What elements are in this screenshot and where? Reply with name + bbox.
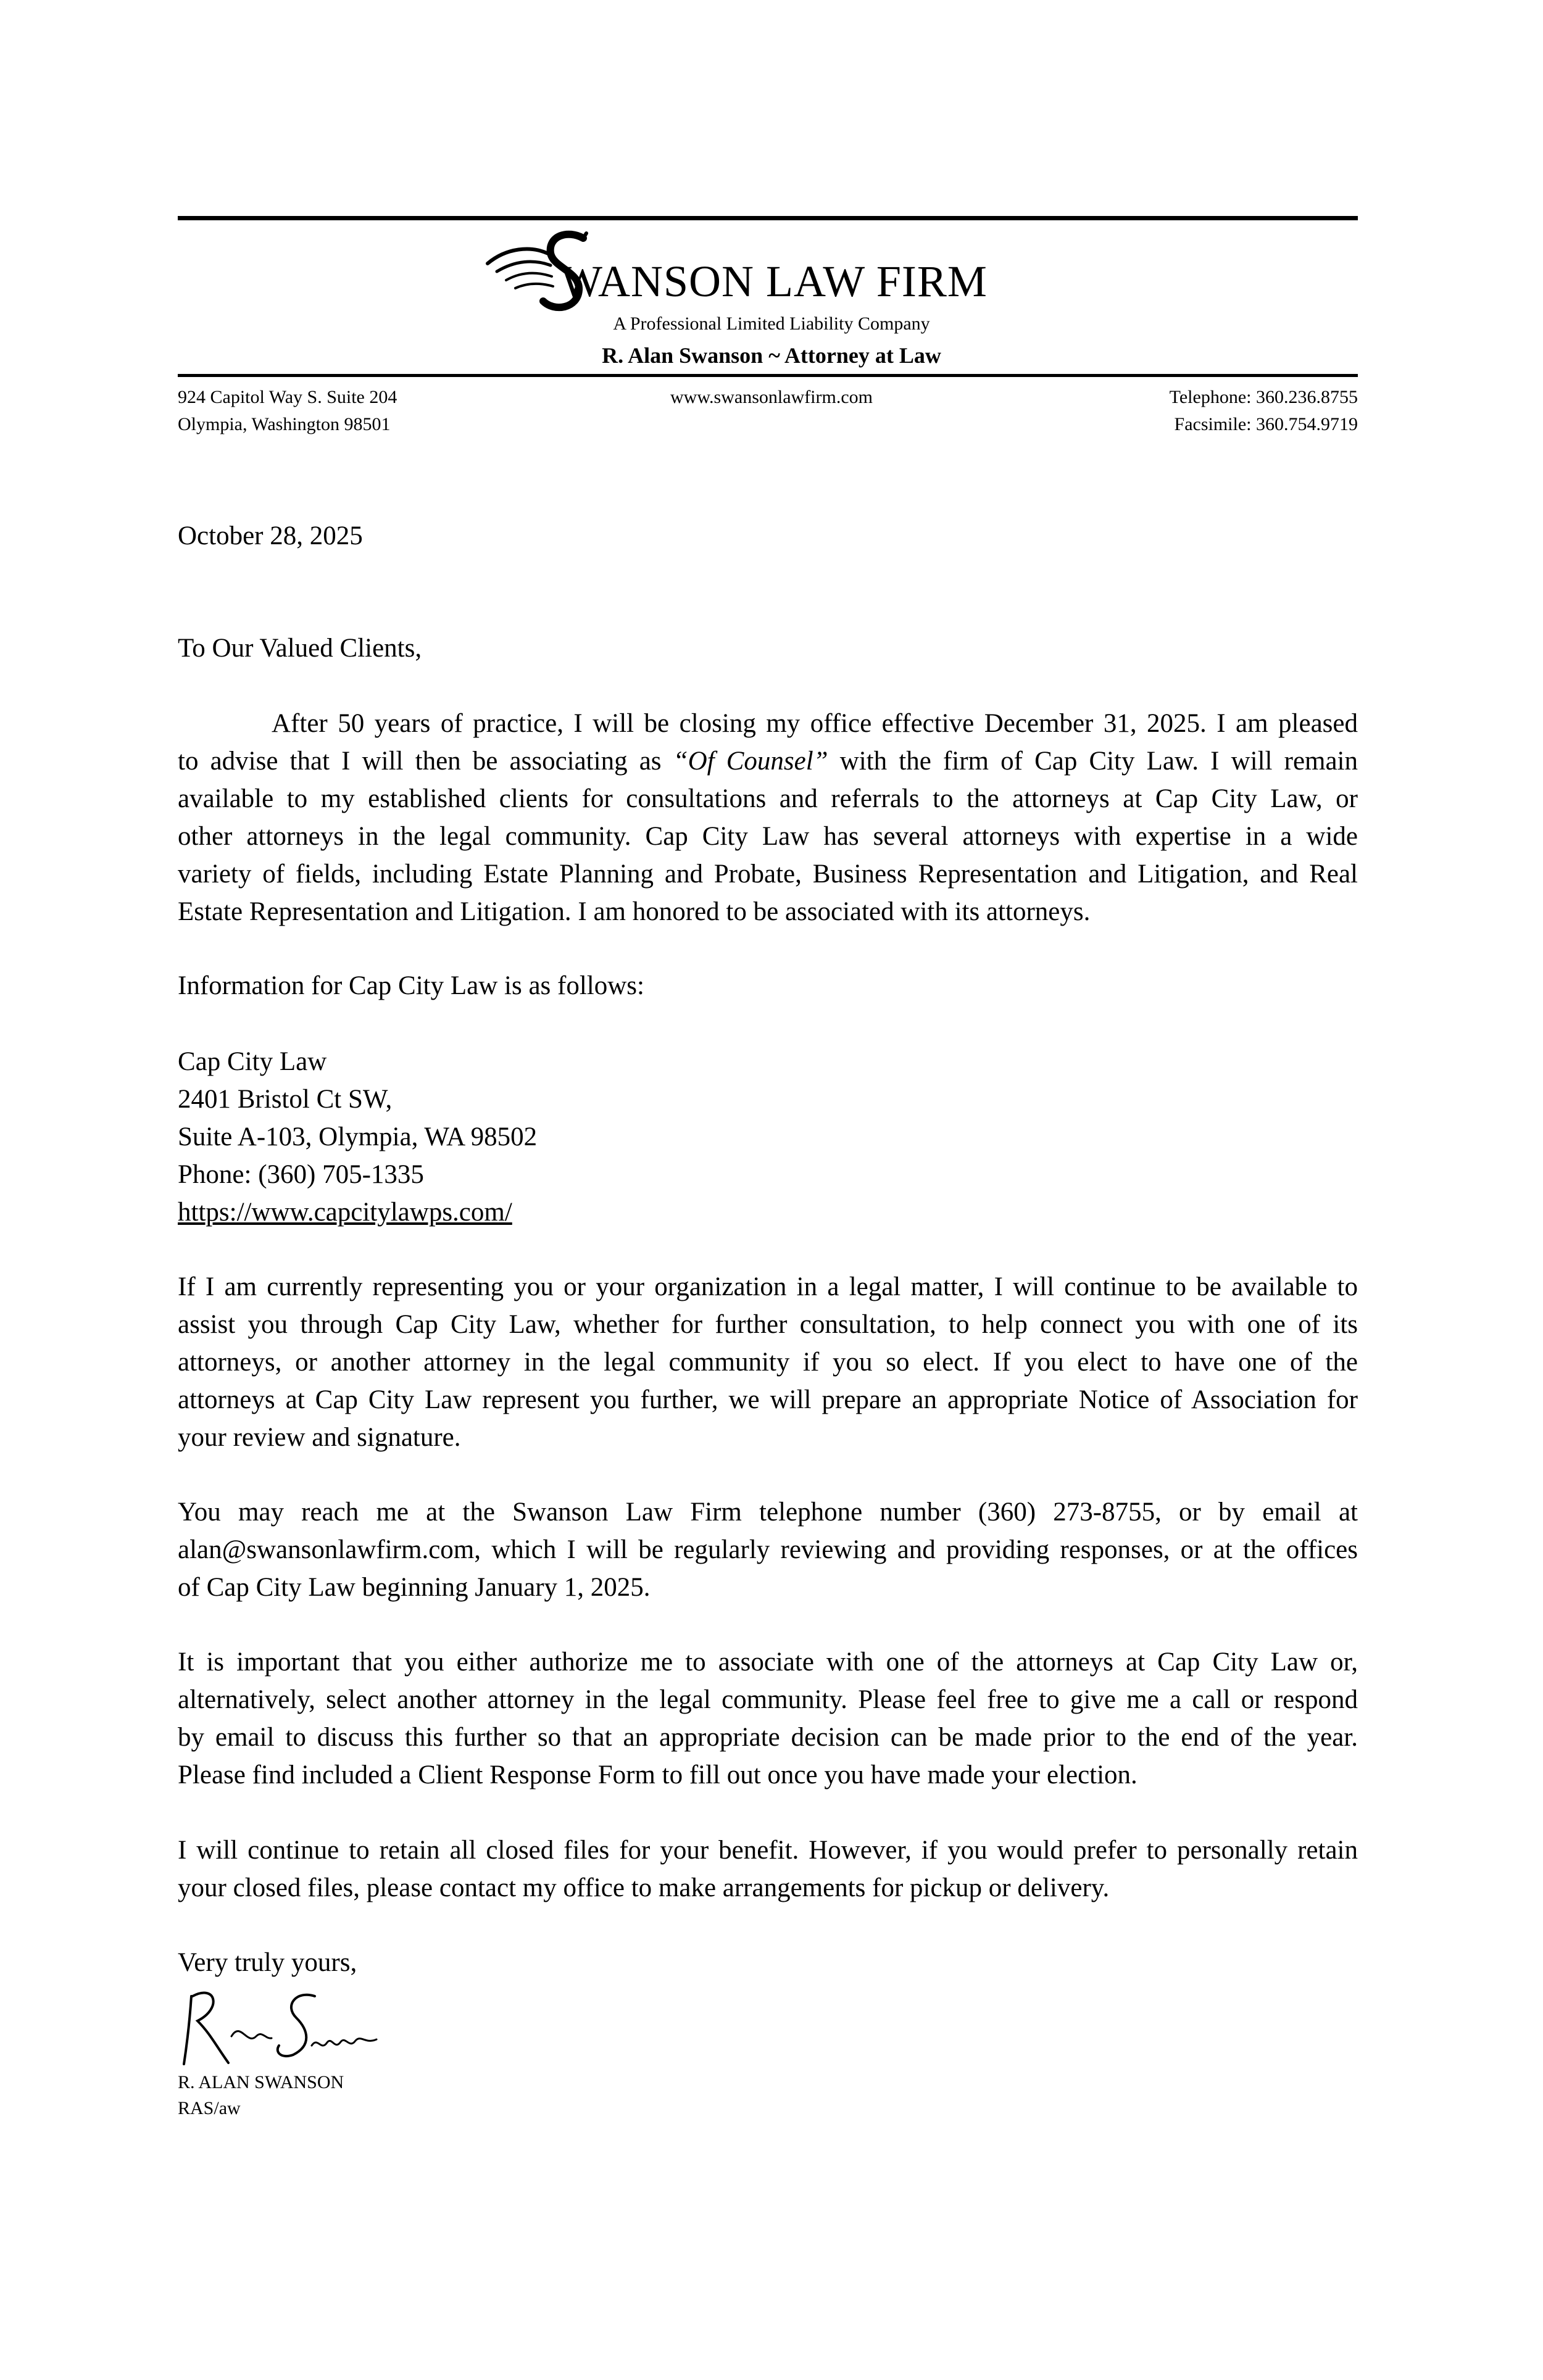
para1-line2 (178, 742, 1358, 780)
paragraph-closing-announcement (178, 705, 1358, 931)
paragraph-info-intro: Information for Cap City Law is as follows: (178, 971, 644, 1000)
letterhead-bottom-rule (178, 374, 1358, 377)
firm-website[interactable]: www.swansonlawfirm.com (670, 387, 873, 407)
para3-line3: attorneys, or another attorney in the legal community if you so elect. If you elect to have one of the (178, 1348, 1358, 1377)
firm-name: WANSON LAW FIRM (560, 257, 988, 306)
closing: Very truly yours, (178, 1948, 357, 1977)
paragraph-authorization (178, 1643, 1358, 1794)
cap-city-name: Cap City Law (178, 1047, 327, 1076)
para5-line3: by email to discuss this further so that an appropriate decision can be made prior to the end of the year. (178, 1723, 1358, 1752)
para1-line4: other attorneys in the legal community. Cap City Law has several attorneys with expertise in a wide (178, 822, 1358, 851)
firm-facsimile: Facsimile: 360.754.9719 (1174, 414, 1358, 434)
attorney-line: R. Alan Swanson ~ Attorney at Law (602, 343, 941, 368)
para6-line1: I will continue to retain all closed files for your benefit. However, if you would prefer to personally retain (178, 1836, 1358, 1865)
cap-city-suite: Suite A-103, Olympia, WA 98502 (178, 1122, 538, 1151)
para3-line1: If I am currently representing you or your organization in a legal matter, I will continue to be available to (178, 1272, 1358, 1301)
firm-address-line2: Olympia, Washington 98501 (178, 414, 391, 434)
firm-telephone: Telephone: 360.236.8755 (1169, 387, 1358, 407)
para3-line4: attorneys at Cap City Law represent you further, we will prepare an appropriate Notice of Association for (178, 1385, 1358, 1414)
signer-name: R. ALAN SWANSON (178, 2072, 344, 2092)
para5-line4: Please find included a Client Response Form to fill out once you have made your election. (178, 1760, 1137, 1789)
para1-line3: available to my established clients for consultations and referrals to the attorneys at Cap City Law, or (178, 784, 1358, 813)
paragraph-representation (178, 1268, 1358, 1456)
para1-line1: After 50 years of practice, I will be closing my office effective December 31, 2025. I am pleased (272, 709, 1358, 738)
para4-line1: You may reach me at the Swanson Law Firm telephone number (360) 273-8755, or by email at (178, 1498, 1358, 1527)
typist-initials: RAS/aw (178, 2098, 241, 2118)
salutation: To Our Valued Clients, (178, 634, 422, 663)
paragraph-closed-files (178, 1831, 1358, 1907)
firm-logo (481, 230, 1037, 316)
para4-line2: alan@swansonlawfirm.com, which I will be regularly reviewing and providing responses, or at the offices (178, 1535, 1358, 1564)
letterhead-top-rule (178, 216, 1358, 220)
letter-date: October 28, 2025 (178, 521, 363, 550)
cap-city-phone: Phone: (360) 705-1335 (178, 1160, 424, 1189)
firm-subtitle: A Professional Limited Liability Company (613, 313, 930, 334)
handwritten-signature (173, 1978, 395, 2070)
of-counsel-emphasis: “Of Counsel” (673, 747, 828, 776)
para1-line6: Estate Representation and Litigation. I am honored to be associated with its attorneys. (178, 897, 1091, 926)
para4-line3: of Cap City Law beginning January 1, 2025. (178, 1573, 651, 1602)
paragraph-contact (178, 1493, 1358, 1606)
firm-address-line1: 924 Capitol Way S. Suite 204 (178, 387, 397, 407)
para1-line5: variety of fields, including Estate Planning and Probate, Business Representation and Litigation, and Real (178, 860, 1358, 889)
cap-city-address-block (178, 1043, 1358, 1231)
para5-line2: alternatively, select another attorney in the legal community. Please feel free to give me a call or respond (178, 1685, 1358, 1714)
para5-line1: It is important that you either authorize me to associate with one of the attorneys at Cap City Law or, (178, 1648, 1358, 1677)
para3-line2: assist you through Cap City Law, whether for further consultation, to help connect you with one of its (178, 1310, 1358, 1339)
firm-contact (1170, 384, 1358, 438)
para3-line5: your review and signature. (178, 1423, 461, 1452)
cap-city-url-link[interactable]: https://www.capcitylawps.com/ (178, 1198, 512, 1227)
para6-line2: your closed files, please contact my office to make arrangements for pickup or delivery. (178, 1873, 1110, 1902)
para1-line2-end: with the firm of Cap City Law. I will remain (839, 747, 1358, 776)
cap-city-street: 2401 Bristol Ct SW, (178, 1085, 393, 1114)
signature-block (178, 2070, 344, 2121)
para1-line2-start: to advise that I will then be associating as (178, 747, 662, 776)
